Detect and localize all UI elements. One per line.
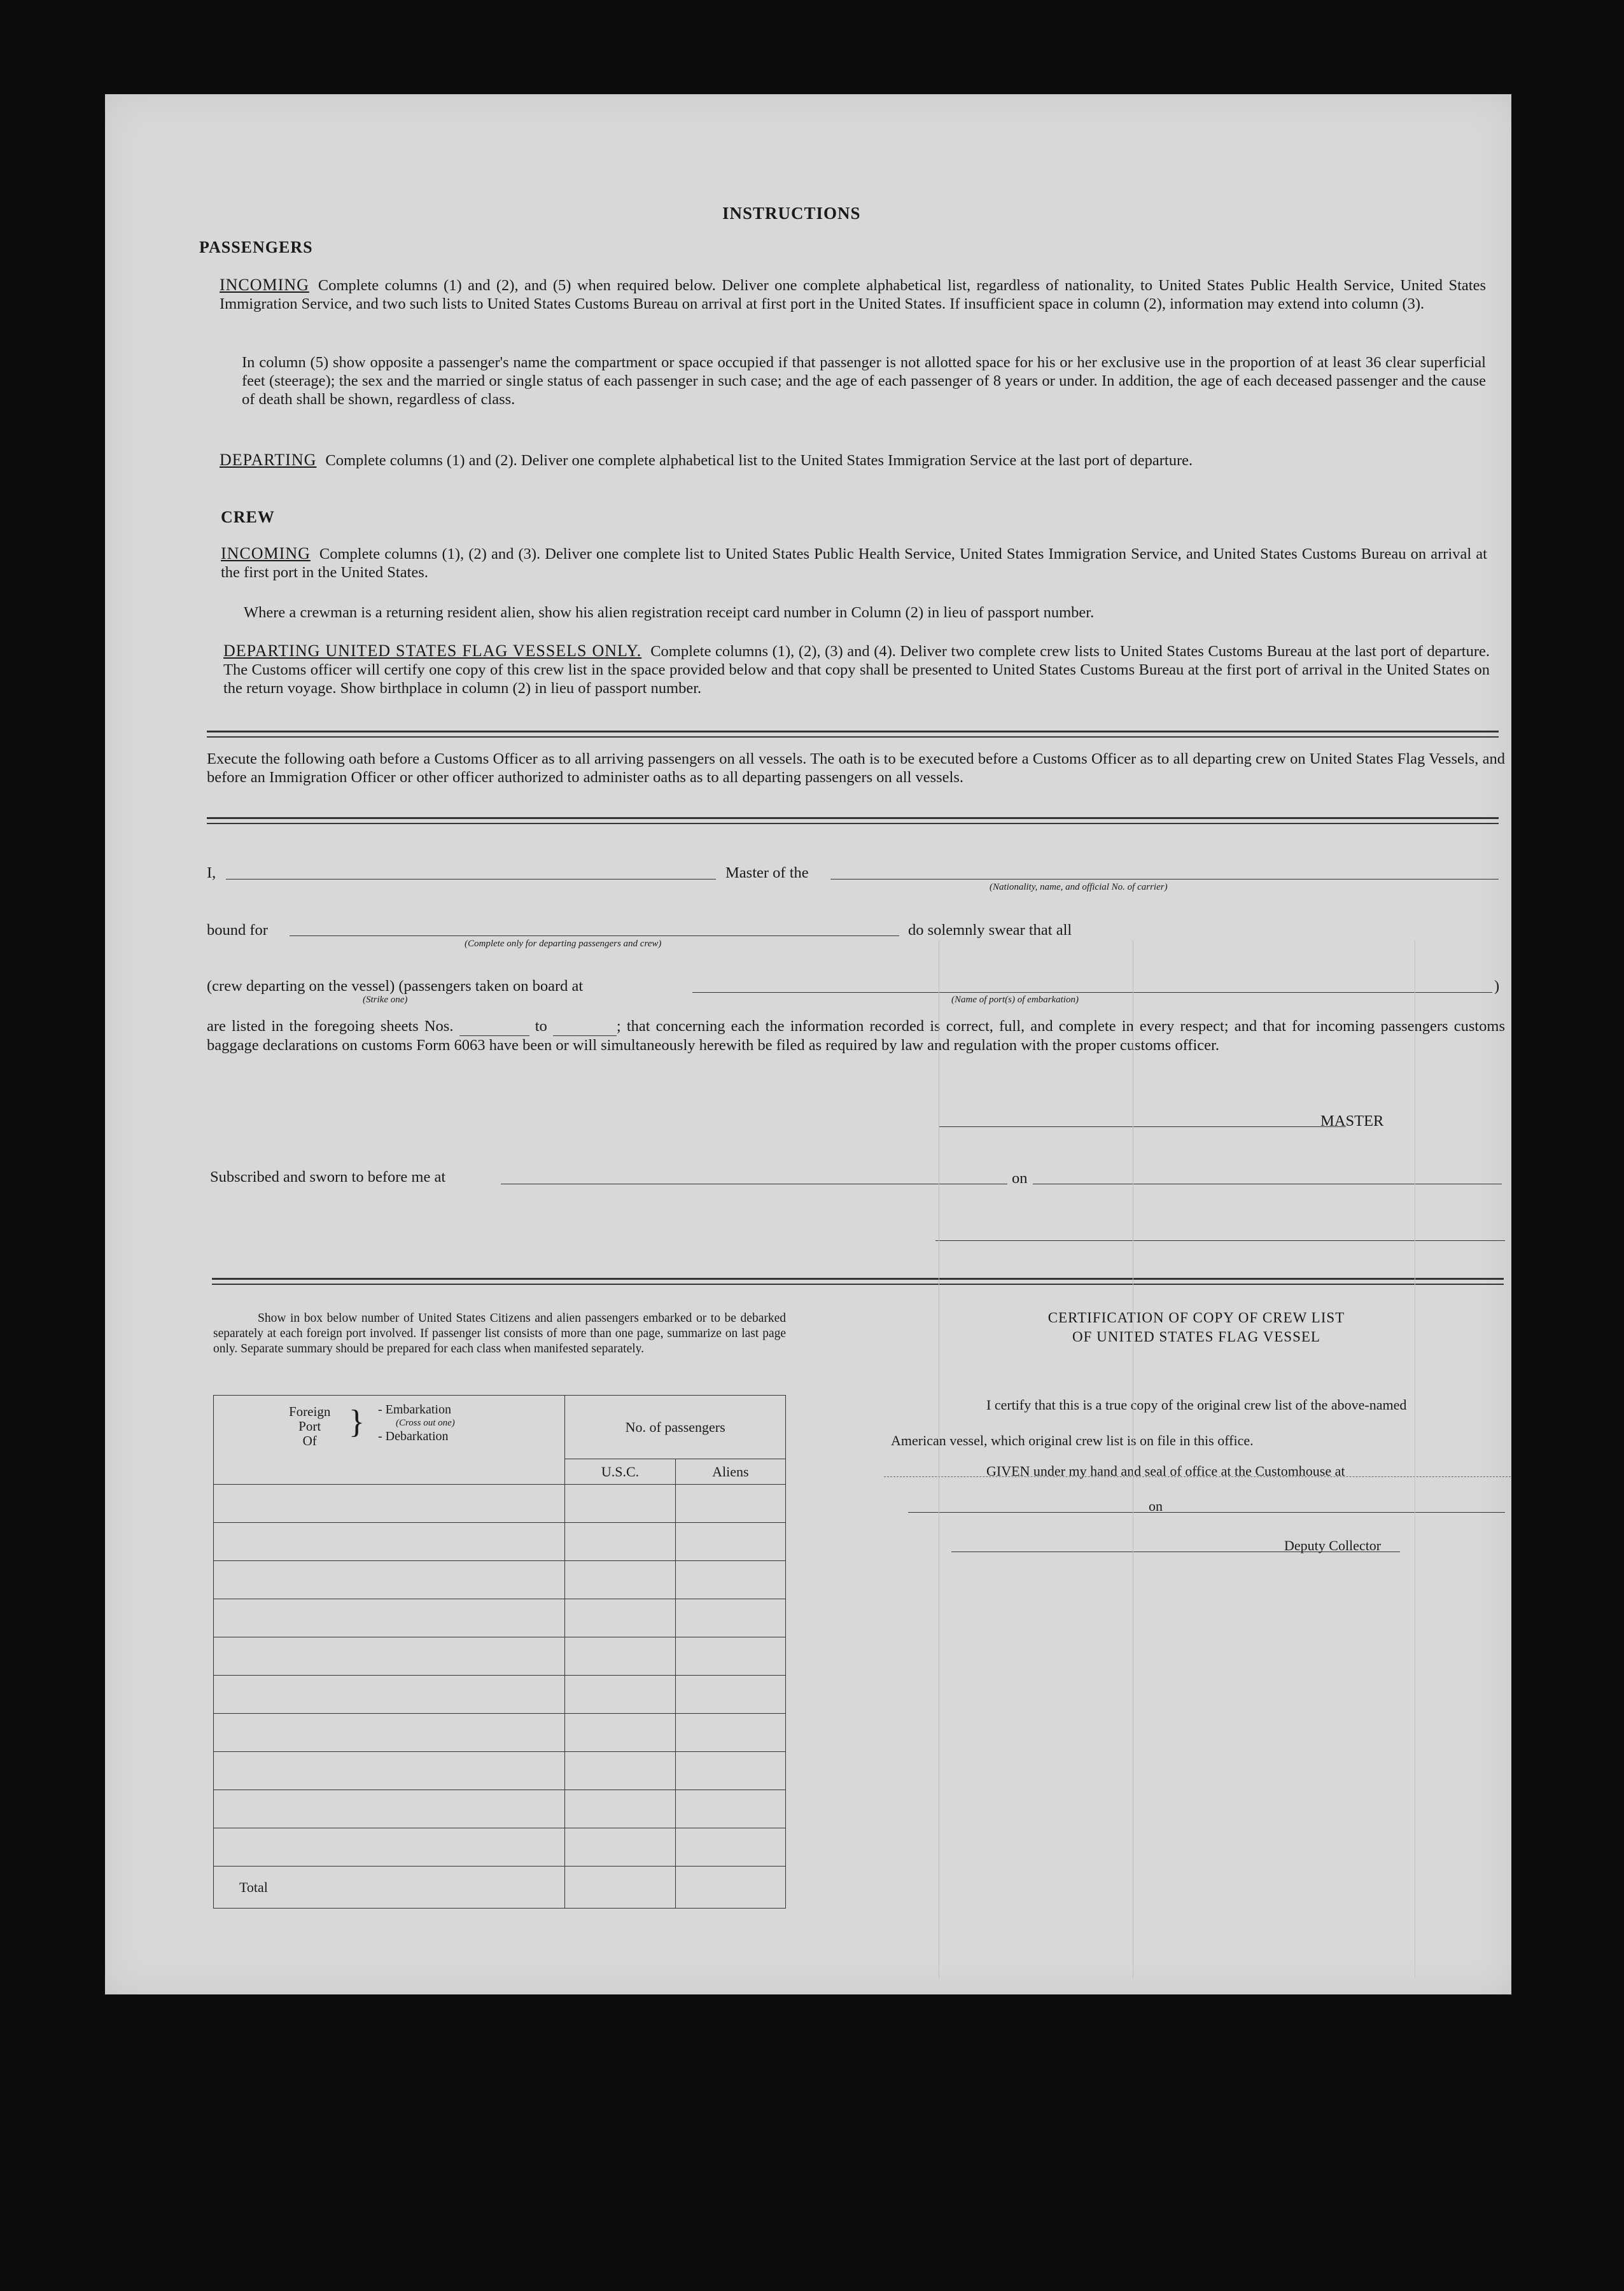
passengers-incoming-paragraph	[220, 276, 1486, 313]
passengers-departing-paragraph	[220, 451, 1486, 470]
certification-text	[885, 1387, 1518, 1484]
usc-cell[interactable]	[565, 1599, 675, 1637]
crew-heading: CREW	[221, 508, 275, 526]
divider-1	[207, 731, 1499, 738]
certification-line-1: I certify that this is a true copy of the original crew list of the above-named	[986, 1397, 1407, 1413]
port-cell[interactable]	[214, 1828, 565, 1867]
foreign-label: Foreign	[289, 1404, 331, 1419]
page-title: INSTRUCTIONS	[722, 204, 861, 223]
usc-cell[interactable]	[565, 1752, 675, 1790]
strike-one-hint: (Strike one)	[363, 995, 408, 1005]
port-cell[interactable]	[214, 1561, 565, 1599]
listed-text-b: ; that concerning each the information recorded is correct, full, and complete in every respect; and that for incoming passengers customs baggage declarations on customs Form 6063 have been or will simultaneously herewith be filed as required by law and regulation with the proper customs officer.	[207, 1018, 1506, 1054]
usc-header: U.S.C.	[565, 1459, 675, 1485]
crew-incoming-paragraph	[221, 544, 1487, 582]
summary-note: Show in box below number of United States Citizens and alien passengers embarked or to be debarked separately at each foreign port involved. If passenger list consists of more than one page, summarize on last page only. Separate summary should be prepared for each class when manifested separately.	[213, 1312, 786, 1356]
passengers-departing-label: DEPARTING	[220, 451, 317, 469]
certification-line-3: GIVEN under my hand and seal of office at the Customhouse at	[986, 1463, 1345, 1479]
resident-alien-paragraph: Where a crewman is a returning resident alien, show his alien registration receipt card number in Column (2) in lieu of passport number.	[244, 604, 1095, 621]
aliens-cell[interactable]	[675, 1752, 785, 1790]
usc-cell[interactable]	[565, 1485, 675, 1523]
crew-departing-paragraph	[223, 641, 1490, 697]
port-cell[interactable]	[214, 1485, 565, 1523]
no-passengers-header: No. of passengers	[565, 1396, 786, 1459]
oath-intro: Execute the following oath before a Customs Officer as to all arriving passengers on all vessels. The oath is to be executed before a Customs Officer as to all departing crew on United States Flag Vessels, and before an Immigration Officer or other officer authorized to administer oaths as to all departing passengers on all vessels.	[207, 750, 1505, 786]
aliens-cell[interactable]	[675, 1523, 785, 1561]
usc-cell[interactable]	[565, 1561, 675, 1599]
passengers-incoming-label: INCOMING	[220, 276, 309, 294]
port-cell[interactable]	[214, 1637, 565, 1676]
usc-cell[interactable]	[565, 1828, 675, 1867]
close-paren: )	[1494, 977, 1500, 995]
master-signature-line[interactable]	[939, 1126, 1346, 1127]
total-aliens-cell[interactable]	[675, 1867, 785, 1909]
certification-on-label: on	[1149, 1498, 1163, 1514]
divider-2	[207, 817, 1499, 824]
swear-label: do solemnly swear that all	[908, 921, 1072, 939]
aliens-cell[interactable]	[675, 1790, 785, 1828]
crew-departing-text: Complete columns (1), (2), (3) and (4). Deliver two complete crew lists to United States Customs Bureau at the last port of departure. The Customs officer will certify one copy of this crew list in the space provided below and that copy shall be presented to United States Customs Bureau at the first port of arrival in the United States on the return voyage. Show birthplace in column (2) in lieu of passport number.	[223, 643, 1490, 697]
port-label: Port	[298, 1419, 321, 1434]
aliens-cell[interactable]	[675, 1714, 785, 1752]
passengers-departing-text: Complete columns (1) and (2). Deliver one complete alphabetical list to the United States Immigration Service at the last port of departure.	[325, 452, 1193, 469]
of-label: Of	[302, 1433, 317, 1448]
oath-i-label: I,	[207, 864, 216, 881]
aliens-cell[interactable]	[675, 1485, 785, 1523]
usc-cell[interactable]	[565, 1637, 675, 1676]
summary-table	[213, 1395, 786, 1909]
certification-title-line-1: CERTIFICATION OF COPY OF CREW LIST	[1047, 1310, 1345, 1326]
listed-to: to	[535, 1018, 547, 1035]
port-cell[interactable]	[214, 1599, 565, 1637]
certification-date-field[interactable]	[1174, 1512, 1505, 1513]
master-label: MASTER	[1320, 1112, 1384, 1130]
port-cell[interactable]	[214, 1752, 565, 1790]
crew-departing-label: (crew departing on the vessel) (passengers taken on board at	[207, 977, 584, 995]
column5-paragraph: In column (5) show opposite a passenger's name the compartment or space occupied if that passenger is not allotted space for his or her exclusive use in the proportion of at least 36 clear superficial feet (steerage); the sex and the married or single status of each passenger in such case; and the age of each passenger of 8 years or under. In addition, the age of each deceased passenger and the cause of death shall be shown, regardless of class.	[242, 354, 1486, 408]
document-page	[105, 94, 1511, 1994]
usc-cell[interactable]	[565, 1523, 675, 1561]
bound-for-field[interactable]	[290, 935, 899, 936]
divider-3	[212, 1278, 1504, 1285]
listed-text-a: are listed in the foregoing sheets Nos.	[207, 1018, 454, 1035]
cross-out-hint: (Cross out one)	[396, 1418, 455, 1428]
aliens-header: Aliens	[675, 1459, 785, 1485]
usc-cell[interactable]	[565, 1714, 675, 1752]
listed-paragraph	[207, 1017, 1505, 1054]
port-cell[interactable]	[214, 1676, 565, 1714]
aliens-cell[interactable]	[675, 1637, 785, 1676]
brace-icon: }	[349, 1404, 365, 1440]
bound-for-hint: (Complete only for departing passengers and crew)	[465, 939, 662, 949]
port-cell[interactable]	[214, 1714, 565, 1752]
passengers-heading: PASSENGERS	[199, 238, 313, 256]
aliens-cell[interactable]	[675, 1599, 785, 1637]
crew-departing-label: DEPARTING UNITED STATES FLAG VESSELS ONLY.	[223, 641, 642, 660]
certification-line-2: American vessel, which original crew list is on file in this office.	[891, 1433, 1254, 1448]
port-cell[interactable]	[214, 1790, 565, 1828]
sheet-to-field[interactable]	[553, 1017, 617, 1036]
usc-cell[interactable]	[565, 1790, 675, 1828]
bound-for-label: bound for	[207, 921, 268, 939]
port-hint: (Name of port(s) of embarkation)	[951, 995, 1079, 1005]
passengers-incoming-text: Complete columns (1) and (2), and (5) when required below. Deliver one complete alphabetical list, regardless of nationality, to United States Public Health Service, United States Immigration Service, and two such lists to United States Customs Bureau on arrival at first port in the United States. If insufficient space in column (2), information may extend into column (3).	[220, 277, 1486, 312]
embarkation-label: - Embarkation	[378, 1403, 451, 1417]
certification-title-line-2: OF UNITED STATES FLAG VESSEL	[1072, 1329, 1320, 1345]
usc-cell[interactable]	[565, 1676, 675, 1714]
total-usc-cell[interactable]	[565, 1867, 675, 1909]
debarkation-label: - Debarkation	[378, 1429, 449, 1443]
carrier-hint: (Nationality, name, and official No. of carrier)	[990, 882, 1168, 892]
certification-title	[942, 1308, 1451, 1347]
foreign-port-header	[214, 1396, 565, 1485]
subscribed-label: Subscribed and sworn to before me at	[210, 1168, 446, 1186]
aliens-cell[interactable]	[675, 1676, 785, 1714]
port-cell[interactable]	[214, 1523, 565, 1561]
crew-incoming-text: Complete columns (1), (2) and (3). Deliver one complete list to United States Public Health Service, United States Immigration Service, and United States Customs Bureau on arrival at the first port in the United States.	[221, 545, 1487, 581]
embarkation-port-field[interactable]	[692, 992, 1492, 993]
deputy-collector-label: Deputy Collector	[1284, 1538, 1382, 1553]
aliens-cell[interactable]	[675, 1561, 785, 1599]
total-label: Total	[214, 1867, 565, 1909]
crew-incoming-label: INCOMING	[221, 544, 311, 563]
sheet-from-field[interactable]	[459, 1017, 529, 1036]
master-of-label: Master of the	[725, 864, 809, 881]
officer-signature-line[interactable]	[935, 1240, 1505, 1241]
on-label: on	[1012, 1170, 1028, 1187]
aliens-cell[interactable]	[675, 1828, 785, 1867]
